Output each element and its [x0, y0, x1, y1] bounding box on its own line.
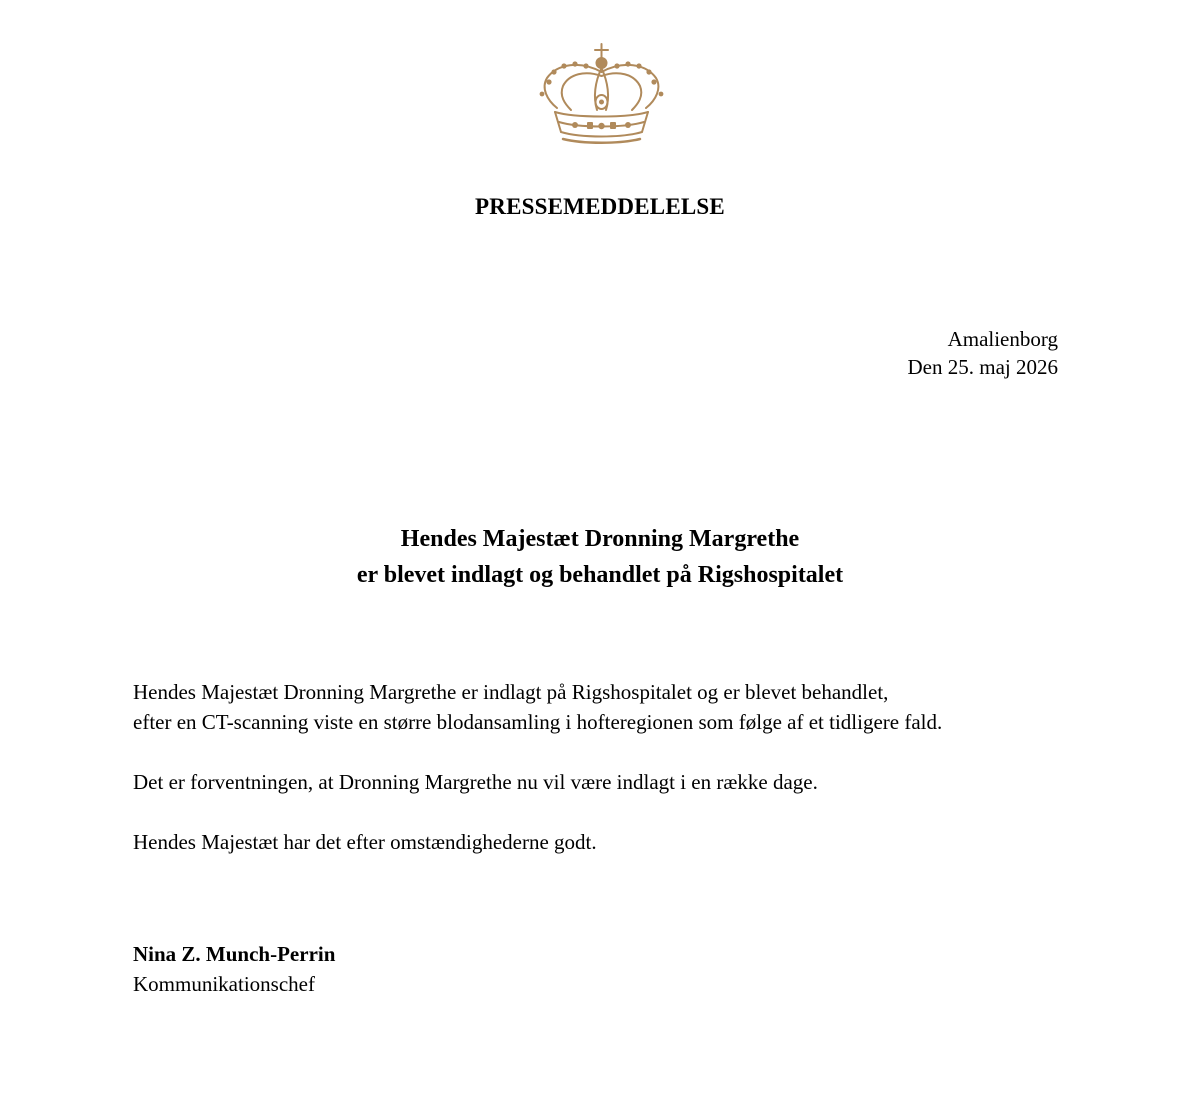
- signatory-name: Nina Z. Munch-Perrin: [133, 942, 336, 966]
- document-type-heading: PRESSEMEDDELELSE: [475, 194, 725, 219]
- headline-line-1: Hendes Majestæt Dronning Margrethe: [400, 526, 800, 552]
- headline-line-2: er blevet indlagt og behandlet på Rigshospitalet: [356, 562, 844, 588]
- date: Den 25. maj 2026: [907, 355, 1058, 379]
- paragraph-3-text: Hendes Majestæt har det efter omstændighederne godt.: [133, 830, 597, 854]
- press-release-headline: [0, 521, 1200, 593]
- paragraph-1: [133, 677, 1093, 737]
- paragraph-2: [133, 767, 1093, 797]
- paragraph-1-line-1: Hendes Majestæt Dronning Margrethe er indlagt på Rigshospitalet og er blevet behandlet,: [133, 680, 889, 704]
- paragraph-3: [133, 827, 1093, 857]
- royal-crown-icon: [535, 42, 668, 146]
- place-date-block: [908, 325, 1058, 381]
- place: Amalienborg: [947, 327, 1058, 351]
- signatory-title: Kommunikationschef: [133, 972, 315, 996]
- body-text: [133, 677, 1093, 887]
- signature-block: [133, 939, 335, 999]
- paragraph-1-line-2: efter en CT-scanning viste en større blodansamling i hofteregionen som følge af et tidligere fald.: [133, 710, 943, 734]
- paragraph-2-text: Det er forventningen, at Dronning Margrethe nu vil være indlagt i en række dage.: [133, 770, 818, 794]
